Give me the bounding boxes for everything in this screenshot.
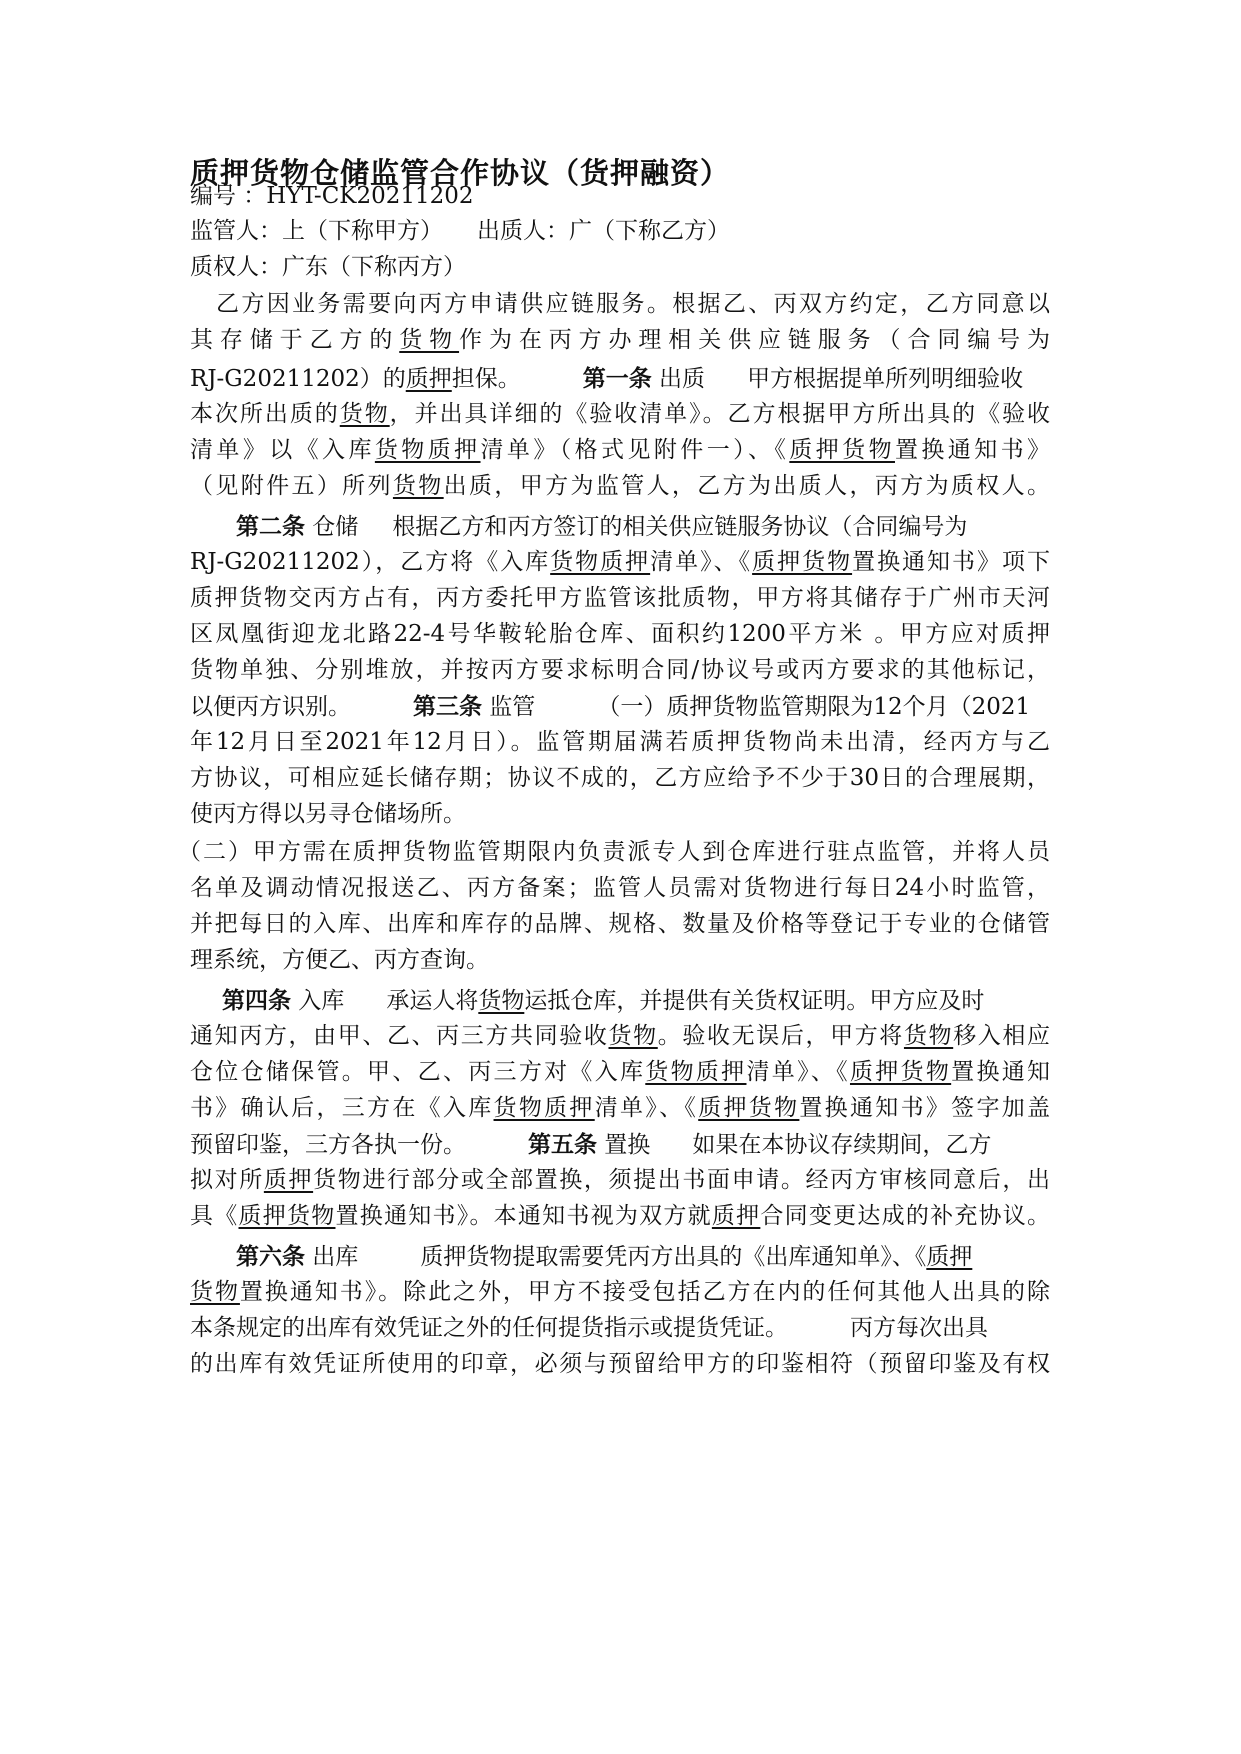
body-line: 年12月日至2021年12月日）。监管期届满若质押货物尚未出清，经丙方与乙 <box>190 729 1050 755</box>
body-line: 名单及调动情况报送乙、丙方备案；监管人员需对货物进行每日24小时监管， <box>190 875 1050 901</box>
body-line: 书》确认后，三方在《入库货物质押清单》、《质押货物置换通知书》签字加盖 <box>190 1095 1051 1121</box>
body-line: 第四条 入库 承运人将货物运抵仓库，并提供有关货权证明。甲方应及时 <box>222 987 985 1014</box>
body-line: 预留印鉴，三方各执一份。 第五条 置换 如果在本协议存续期间，乙方 <box>190 1131 992 1158</box>
body-line: 第六条 出库 质押货物提取需要凭丙方出具的《出库通知单》、《质押 <box>236 1243 973 1270</box>
parties-line <box>190 213 1050 250</box>
body-line: 具《质押货物置换通知书》。本通知书视为双方就质押合同变更达成的补充协议。 <box>190 1203 1051 1229</box>
article-2-heading: 第二条 <box>236 513 305 540</box>
supervisor-party: 监管人：上（下称甲方） <box>190 218 443 244</box>
body-line: 理系统，方便乙、丙方查询。 <box>190 947 489 973</box>
body-line: 使丙方得以另寻仓储场所。 <box>190 801 466 827</box>
body-line: 方协议，可相应延长储存期；协议不成的，乙方应给予不少于30日的合理展期， <box>190 765 1050 791</box>
body-line: 乙方因业务需要向丙方申请供应链服务。根据乙、丙双方约定，乙方同意以 <box>216 291 1050 317</box>
body-line: 仓位仓储保管。甲、乙、丙三方对《入库货物质押清单》、《质押货物置换通知 <box>190 1059 1051 1085</box>
document-title: 质押货物仓储监管合作协议（货押融资） <box>190 156 731 190</box>
contract-number-line <box>190 178 1050 215</box>
body-line: 本次所出质的货物，并出具详细的《验收清单》。乙方根据甲方所出具的《验收 <box>190 401 1051 427</box>
body-line: RJ-G20211202）的质押担保。 第一条 出质 甲方根据提单所列明细验收 <box>190 365 1024 392</box>
body-line: 并把每日的入库、出库和库存的品牌、规格、数量及价格等登记于专业的仓储管 <box>190 911 1050 937</box>
body-line: （见附件五）所列货物出质，甲方为监管人，乙方为出质人，丙方为质权人。 <box>190 473 1051 499</box>
pledgee-party: 质权人：广东（下称丙方） <box>190 254 466 280</box>
article-5-heading: 第五条 <box>528 1131 597 1158</box>
body-line: 清单》以《入库货物质押清单》（格式见附件一）、《质押货物置换通知书》 <box>190 437 1051 463</box>
contract-number: 编号 ：HYT-CK20211202 <box>190 183 474 209</box>
body-line: 的出库有效凭证所使用的印章，必须与预留给甲方的印鉴相符（预留印鉴及有权 <box>190 1351 1050 1377</box>
body-line: 拟对所质押货物进行部分或全部置换，须提出书面申请。经丙方审核同意后，出 <box>190 1167 1051 1193</box>
article-4-heading: 第四条 <box>222 987 291 1014</box>
pledgor-party: 出质人：广（下称乙方） <box>477 218 730 244</box>
body-line: 本条规定的出库有效凭证之外的任何提货指示或提货凭证。 丙方每次出具 <box>190 1315 988 1341</box>
body-line: 质押货物交丙方占有，丙方委托甲方监管该批质物，甲方将其储存于广州市天河 <box>190 585 1050 611</box>
body-line: 货物置换通知书》。除此之外，甲方不接受包括乙方在内的任何其他人出具的除 <box>190 1279 1051 1305</box>
body-line: （二）甲方需在质押货物监管期限内负责派专人到仓库进行驻点监管，并将人员 <box>178 839 1050 865</box>
article-6-heading: 第六条 <box>236 1243 305 1270</box>
body-line: 通知丙方，由甲、乙、丙三方共同验收货物。验收无误后，甲方将货物移入相应 <box>190 1023 1051 1049</box>
body-line: 以便丙方识别。 第三条 监管 （一）质押货物监管期限为12个月（2021 <box>190 693 1031 720</box>
body-line: 区凤凰街迎龙北路22-4号华鞍轮胎仓库、面积约1200平方米 。甲方应对质押 <box>190 621 1050 647</box>
body-line: 其存储于乙方的货物作为在丙方办理相关供应链服务（合同编号为 <box>190 327 1051 353</box>
body-line: 第二条 仓储 根据乙方和丙方签订的相关供应链服务协议（合同编号为 <box>236 513 968 540</box>
body-line: RJ-G20211202），乙方将《入库货物质押清单》、《质押货物置换通知书》项下 <box>190 549 1051 575</box>
article-1-heading: 第一条 <box>582 365 652 392</box>
pledgee-line <box>190 249 1050 286</box>
article-3-heading: 第三条 <box>413 693 482 720</box>
body-line: 货物单独、分别堆放，并按丙方要求标明合同/协议号或丙方要求的其他标记， <box>190 657 1050 683</box>
